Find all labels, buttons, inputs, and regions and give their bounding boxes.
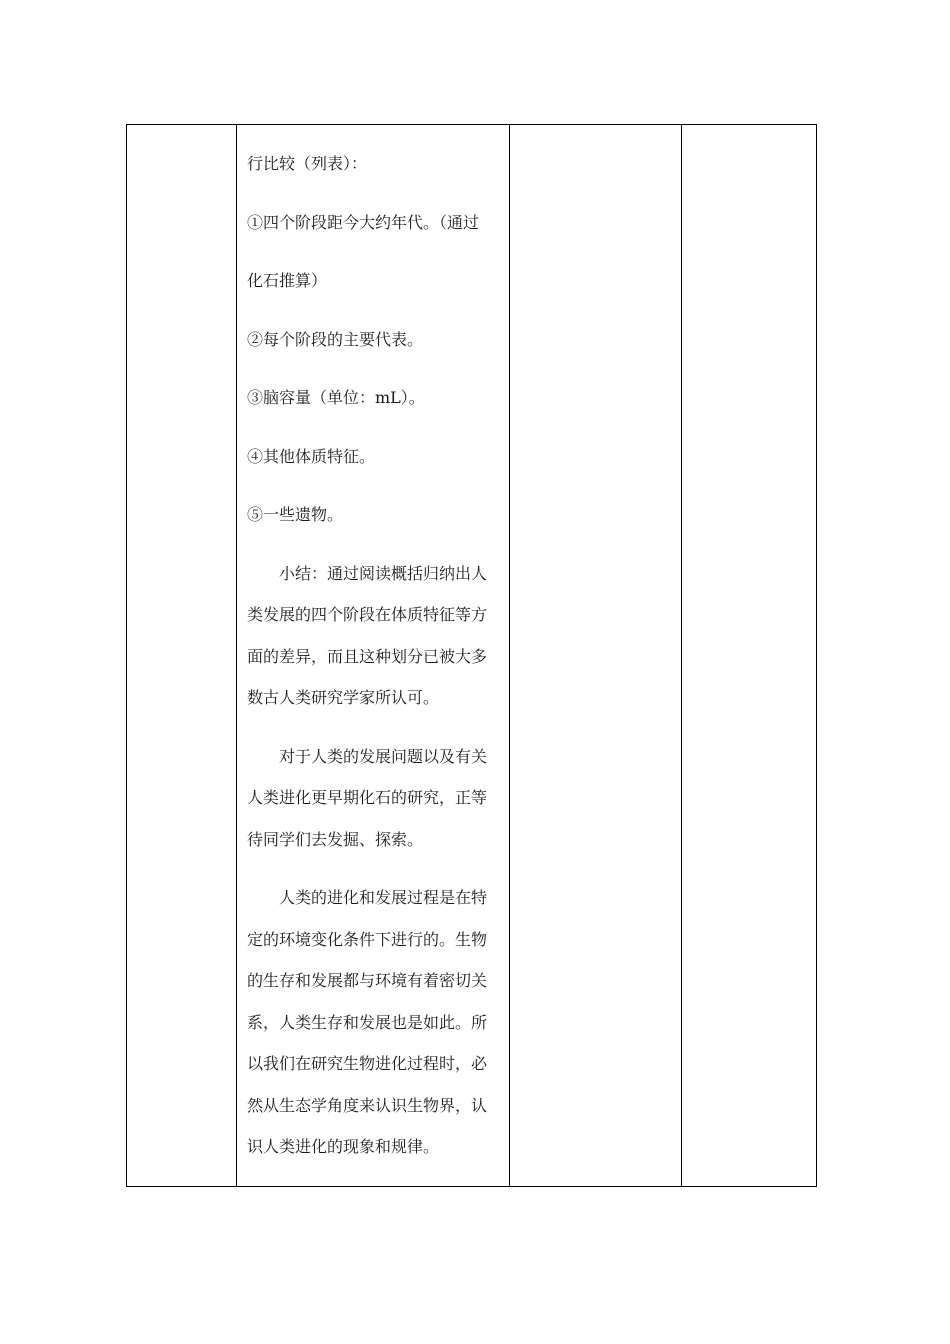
list-item-3: ③脑容量（单位：mL）。: [247, 388, 425, 407]
paragraph-line: 人类进化更早期化石的研究，正等: [247, 788, 488, 807]
list-item-4: ④其他体质特征。: [247, 446, 376, 466]
evolution-paragraph: [247, 877, 499, 1168]
summary-paragraph: [247, 553, 499, 719]
intro-line: 行比较（列表）：: [247, 154, 368, 173]
research-paragraph: [247, 736, 499, 861]
paragraph-line: 定的环境变化条件下进行的。生物: [247, 929, 488, 949]
paragraph-line: 待同学们去发掘、探索。: [247, 829, 424, 849]
paragraph-line: 对于人类的发展问题以及有关: [279, 746, 488, 766]
paragraph-line: 的生存和发展都与环境有着密切关: [247, 971, 488, 990]
content-block: [237, 125, 509, 1168]
paragraph-line: 类发展的四个阶段在体质特征等方: [247, 605, 488, 624]
paragraph-line: 以我们在研究生物进化过程时，必: [247, 1054, 488, 1073]
list-item-1-line-1: ①四个阶段距今大约年代。（通过: [247, 212, 480, 232]
list-item-2: ②每个阶段的主要代表。: [247, 329, 424, 349]
paragraph-line: 小结：通过阅读概括归纳出人: [279, 563, 488, 583]
table-cell-stage: [127, 125, 237, 1187]
paragraph-line: 然从生态学角度来认识生物界，认: [247, 1095, 488, 1115]
paragraph-line: 识人类进化的现象和规律。: [247, 1137, 440, 1156]
table-cell-notes: [682, 125, 817, 1187]
lesson-table: [126, 124, 817, 1187]
paragraph-line: 系，人类生存和发展也是如此。所: [247, 1012, 488, 1032]
table-cell-student-activity: [510, 125, 682, 1187]
table-row: [127, 125, 817, 1187]
list-item-1-line-2: 化石推算）: [247, 271, 328, 290]
paragraph-line: 数古人类研究学家所认可。: [247, 688, 440, 707]
list-item-5: ⑤一些遗物。: [247, 505, 344, 524]
paragraph-line: 人类的进化和发展过程是在特: [279, 888, 488, 907]
paragraph-line: 面的差异，而且这种划分已被大多: [247, 646, 488, 666]
table-cell-content: [237, 125, 510, 1187]
